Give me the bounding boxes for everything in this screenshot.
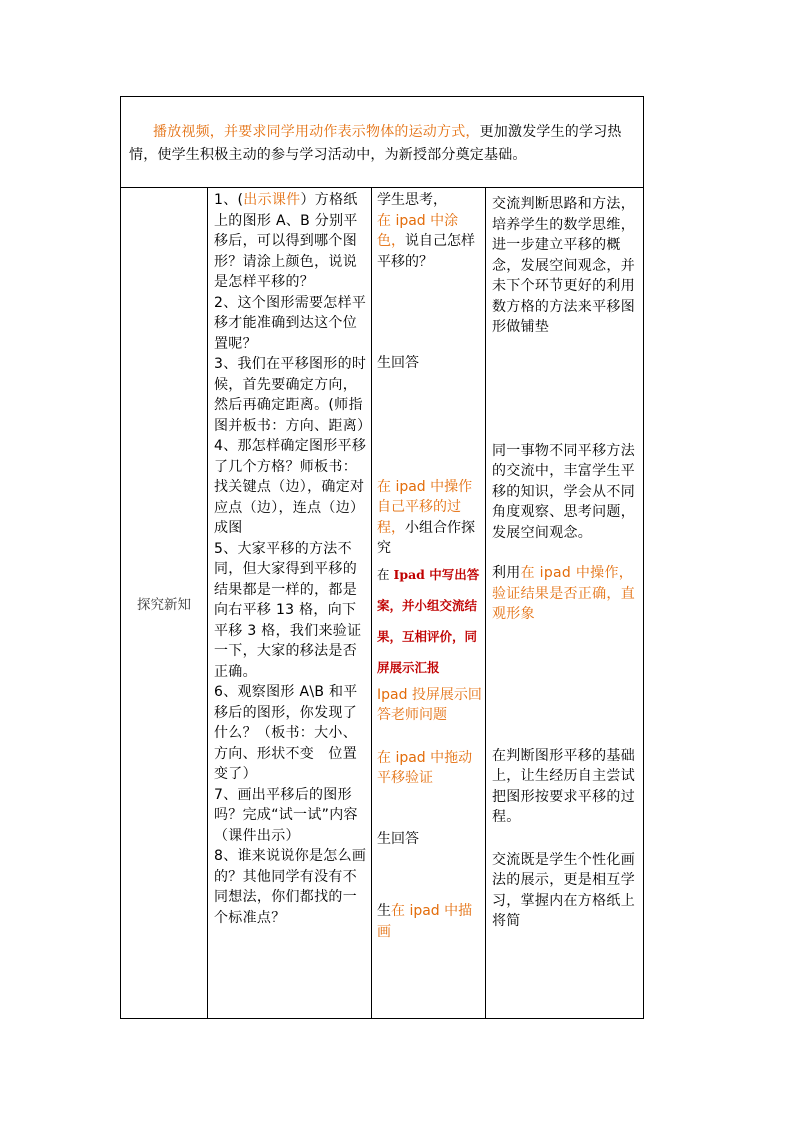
design-intent-2: 同一事物不同平移方法的交流中，丰富学生平移的知识，学会从不同角度观察、思考问题，发展空间观念。 (492, 442, 635, 541)
student-activity-1 (377, 190, 482, 272)
design-intent-1: 交流判断思路和方法，培养学生的数学思维，进一步建立平移的概念，发展空间观念，并未下个环节更好的利用数方格的方法来平移图形做铺垫 (492, 196, 635, 335)
intro-text: 更加激发学生的学习热情，使学生积极主动的参与学习活动中，为新授部分奠定基础。 (129, 124, 622, 163)
q1-prefix: 1、( (214, 192, 244, 208)
teacher-question-6: 6、观察图形 A\B 和平移后的图形，你发现了什么？（板书：大小、方向、形状不变 位置变了） (214, 684, 358, 782)
teacher-question-7: 7、画出平移后的图形吗？完成“试一试”内容（课件出示） (214, 786, 358, 844)
s1-text-end: 说自己怎样平移的？ (377, 233, 475, 270)
design-intent-cell (486, 188, 644, 1019)
lesson-plan-table (120, 96, 644, 1019)
s3-text: 小组合作探究 (377, 519, 475, 556)
design-intent-4: 在判断图形平移的基础上，让生经历自主尝试把图形按要求平移的过程。 (492, 747, 635, 825)
intro-highlight: 播放视频，并要求同学用动作表示物体的运动方式， (153, 124, 480, 140)
explore-row (121, 188, 644, 1019)
section-label: 探究新知 (137, 597, 191, 613)
teacher-question-4: 4、那怎样确定图形平移了几个方格？师板书：找关键点（边），确定对应点（边），连点（边）成图 (214, 438, 367, 536)
i3-prefix: 利用 (492, 565, 521, 581)
s3-highlight: 在 ipad 中操作自己平移的过程， (377, 478, 473, 536)
teacher-question-1 (214, 190, 368, 293)
student-activity-cell (372, 188, 486, 1019)
student-activity-2: 生回答 (377, 355, 419, 371)
intro-cell (121, 97, 644, 188)
teacher-question-2: 2、这个图形需要怎样平移才能准确到达这个位置呢？ (214, 294, 367, 352)
design-intent-5: 交流既是学生个性化画法的展示，更是相互学习，掌握内在方格纸上将简 (492, 851, 635, 929)
teacher-question-5: 5、大家平移的方法不同，但大家得到平移的结果都是一样的，都是向右平移 13 格，向下平移 3 格，我们来验证一下，大家的移法是否正确。 (214, 540, 362, 680)
s4-highlight: Ipad 中写出答案，并小组交流结果，互相评价，同屏展示汇报 (377, 566, 480, 675)
teacher-question-3: 3、我们在平移图形的时候，首先要确定方向，然后再确定距离。(师指图并板书：方向、距离） (214, 356, 372, 434)
s1-text: 学生思考， (377, 192, 447, 208)
s8-highlight: 在 ipad 中描画 (377, 903, 473, 940)
i3-highlight: 在 ipad 中操作，验证结果是否正确，直观形象 (492, 565, 635, 622)
student-activity-6: 在 ipad 中拖动平移验证 (377, 749, 473, 786)
section-label-cell (121, 188, 208, 1019)
student-activity-5: Ipad 投屏展示回答老师问题 (377, 686, 482, 723)
design-intent-3 (492, 563, 640, 625)
q1-text: ）方格纸上的图形 A、B 分别平移后，可以得到哪个图形？请涂上颜色，说说是怎样平移的？ (214, 192, 358, 290)
student-activity-8 (377, 901, 482, 942)
student-activity-3 (377, 477, 482, 559)
q1-highlight: 出示课件 (243, 192, 301, 208)
teacher-question-8: 8、谁来说说你是怎么画的？其他同学有没有不同想法，你们都找的一个标准点？ (214, 848, 367, 926)
student-activity-7: 生回答 (377, 830, 419, 847)
s1-highlight: 在 ipad 中涂色， (377, 212, 459, 249)
intro-row (121, 97, 644, 188)
s8-prefix: 生 (377, 903, 391, 919)
intro-paragraph (121, 97, 643, 167)
student-activity-4 (377, 559, 482, 683)
teacher-activity-cell (208, 188, 372, 1019)
s4-prefix: 在 (377, 566, 394, 582)
